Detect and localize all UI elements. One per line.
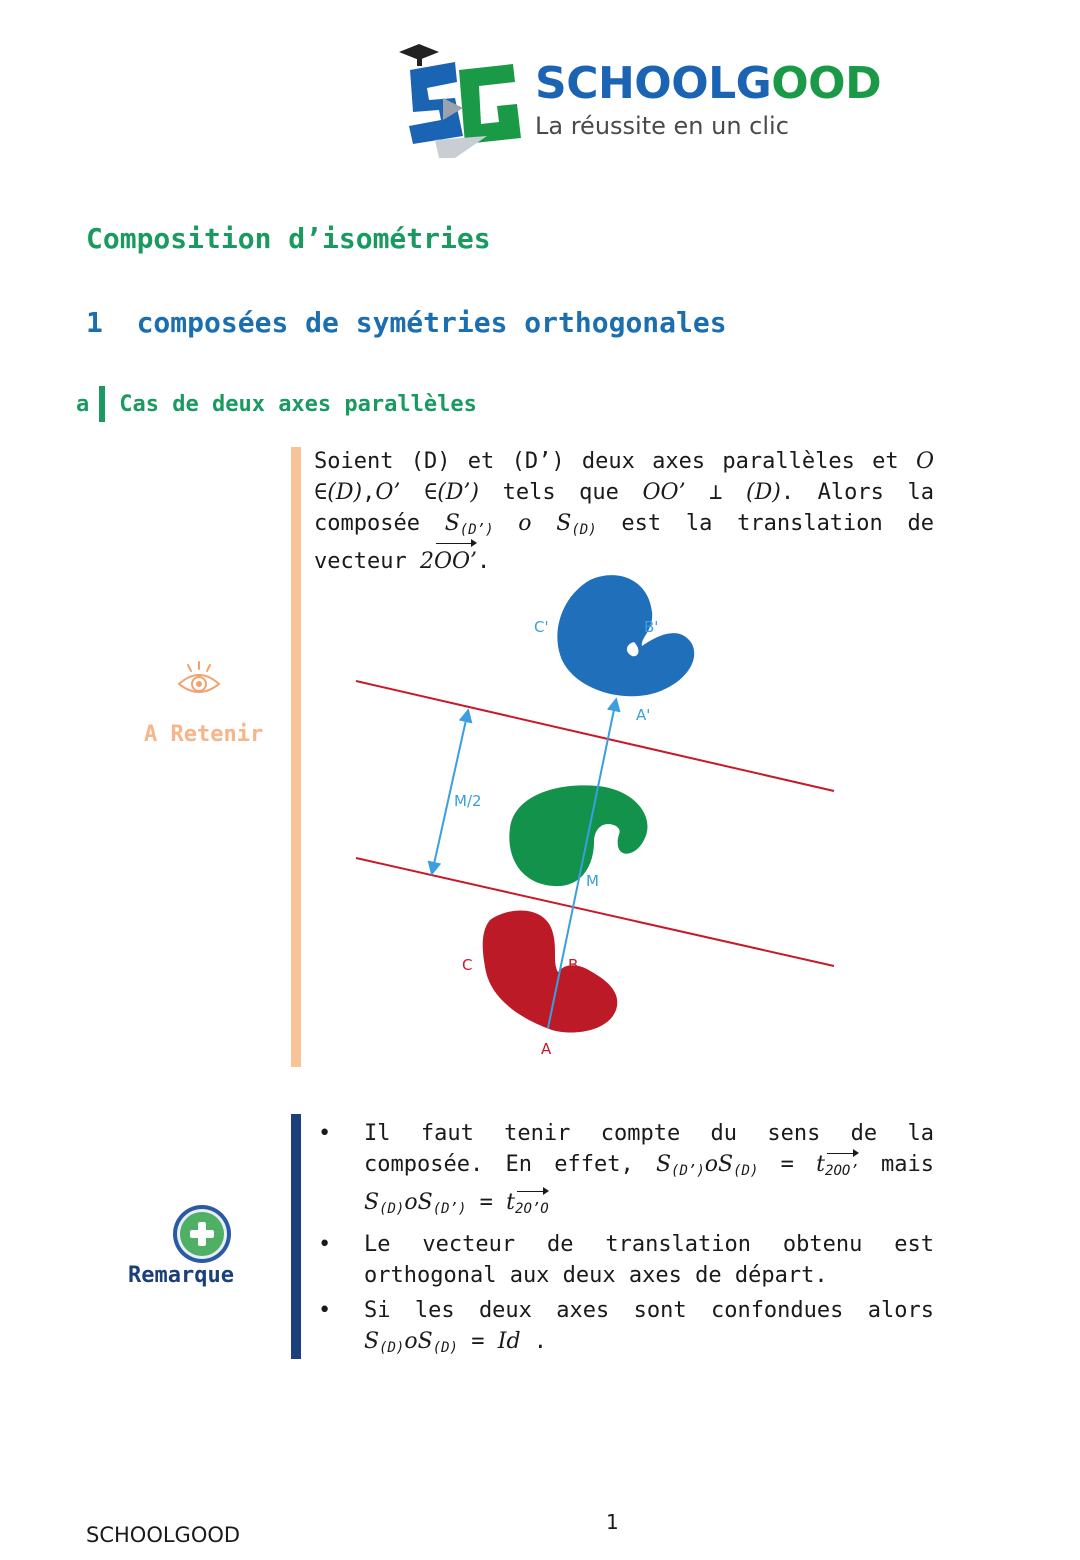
- page-number: 1: [606, 1510, 619, 1534]
- math-subscript: (D’): [432, 1201, 467, 1217]
- document-title: Composition d’isométries: [86, 222, 491, 255]
- math-run: o: [518, 511, 532, 536]
- math-run: t: [816, 1152, 826, 1177]
- math-run: O’: [375, 480, 401, 505]
- text-run: est la translation de vecteur: [314, 511, 935, 574]
- text-run: .: [477, 549, 491, 574]
- vector-subscript: 2OO’: [825, 1156, 859, 1187]
- list-item: [314, 1295, 934, 1364]
- retenir-paragraph: [314, 446, 934, 577]
- math-run: o: [704, 1152, 719, 1177]
- text-run: Si les deux axes sont confondues alors: [364, 1298, 934, 1323]
- math-run: S: [718, 1152, 734, 1177]
- vector-subscript: 2O’O: [515, 1194, 549, 1225]
- math-run: o: [404, 1190, 418, 1215]
- eye-icon: [176, 660, 222, 700]
- math-run: S: [417, 1329, 433, 1354]
- text-run: . Alors la composée: [314, 480, 934, 536]
- math-run: S: [364, 1190, 380, 1215]
- math-run: OO’: [642, 480, 686, 505]
- label-a: A: [541, 1040, 552, 1058]
- label-a-prime: A': [636, 706, 651, 724]
- logo-brand-text: SCHOOLGOOD: [535, 58, 882, 109]
- math-subscript: (D): [733, 1163, 759, 1179]
- list-item: [314, 1118, 934, 1225]
- bullet-icon: •: [318, 1298, 332, 1323]
- section-title: composées de symétries orthogonales: [136, 306, 727, 339]
- text-run: ∈: [314, 480, 328, 505]
- list-item: [314, 1229, 934, 1291]
- math-run: O: [915, 449, 934, 474]
- math-run: S: [556, 511, 572, 536]
- retenir-label: A Retenir: [144, 722, 264, 747]
- math-subscript: (D): [432, 1340, 458, 1356]
- math-run: o: [404, 1329, 418, 1354]
- vector-symbol: OO’: [434, 546, 477, 577]
- text-run: ,: [362, 480, 376, 505]
- math-subscript: (D’): [459, 522, 494, 538]
- text-run: .: [533, 1329, 548, 1354]
- text-run: =: [471, 1329, 485, 1354]
- text-run: =: [780, 1152, 794, 1177]
- bullet-icon: •: [318, 1121, 332, 1146]
- subsection-heading: [76, 386, 477, 422]
- subsection-divider: [99, 386, 105, 422]
- text-run: Soient (D) et (D’) deux axes parallèles et: [314, 449, 899, 474]
- label-b-prime: B': [644, 618, 659, 636]
- text-run: mais: [881, 1152, 934, 1177]
- text-run: tels que: [502, 480, 619, 505]
- plus-circle-icon: [170, 1204, 234, 1264]
- math-run: (D’): [437, 480, 479, 505]
- text-run: =: [479, 1190, 493, 1215]
- math-run: S: [444, 511, 460, 536]
- label-m-half: M/2: [454, 792, 482, 810]
- blue-shape: [557, 575, 694, 696]
- text-run: Le vecteur de translation obtenu est orthogonal aux deux axes de départ.: [364, 1232, 934, 1288]
- subsection-title: Cas de deux axes parallèles: [119, 391, 477, 417]
- math-run: S: [364, 1329, 380, 1354]
- section-number: 1: [86, 306, 103, 339]
- remarque-list: [314, 1118, 934, 1368]
- math-run: (D): [746, 480, 781, 505]
- sg-emblem-icon: [395, 40, 530, 165]
- math-run: Id: [497, 1329, 521, 1354]
- math-subscript: (D): [379, 1201, 405, 1217]
- math-subscript: (D’): [671, 1163, 705, 1179]
- retenir-accent-bar: [291, 447, 301, 1067]
- math-run: S: [655, 1152, 672, 1177]
- green-shape: [509, 785, 647, 886]
- label-m: M: [586, 872, 599, 890]
- section-heading: [86, 306, 727, 339]
- math-run: t: [506, 1190, 516, 1215]
- axis-line-top: [356, 681, 834, 791]
- math-subscript: (D): [379, 1340, 405, 1356]
- label-c-prime: C': [534, 618, 549, 636]
- remarque-label: Remarque: [128, 1263, 234, 1288]
- math-subscript: (D): [571, 522, 597, 538]
- footer-brand: SCHOOLGOOD: [86, 1523, 241, 1547]
- logo-tagline: La réussite en un clic: [535, 112, 789, 140]
- math-run: S: [417, 1190, 433, 1215]
- translation-figure: [340, 570, 860, 1065]
- text-run: Il faut tenir compte du sens de la composée. En effet,: [364, 1121, 934, 1177]
- text-run: ∈: [423, 480, 438, 505]
- label-b: B: [568, 956, 579, 974]
- label-c: C: [462, 956, 473, 974]
- subsection-letter: a: [76, 391, 90, 417]
- remarque-accent-bar: [291, 1114, 301, 1359]
- text-run: ⊥: [709, 480, 723, 505]
- math-run: (D): [327, 480, 363, 505]
- schoolgood-logo: [395, 40, 882, 165]
- math-run: 2: [419, 549, 434, 574]
- bullet-icon: •: [318, 1232, 332, 1257]
